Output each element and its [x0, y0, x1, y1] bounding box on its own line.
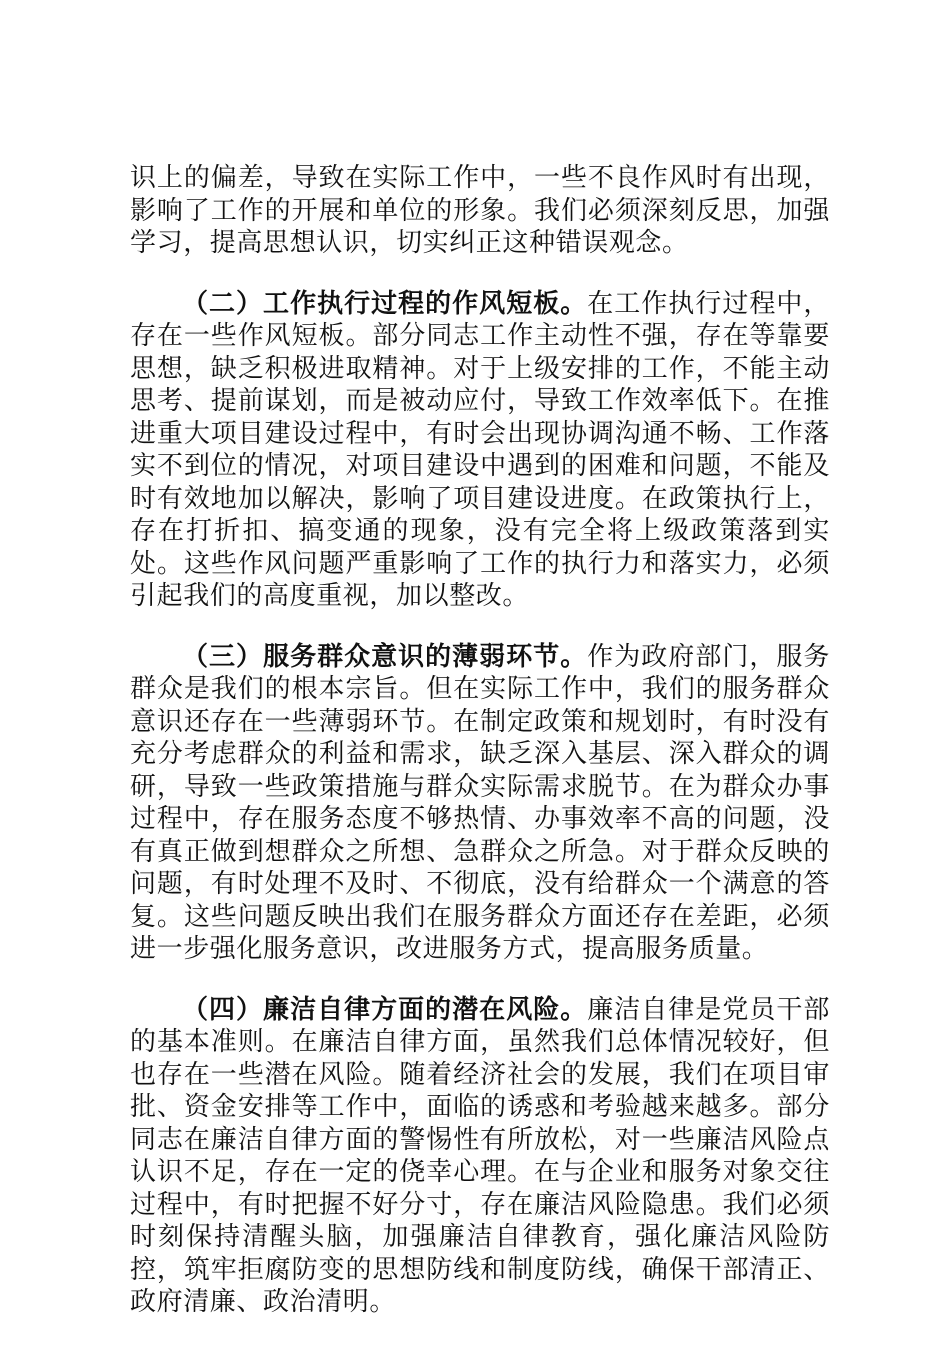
paragraph-section-4: [130, 994, 830, 1319]
section-heading: （四）廉洁自律方面的潜在风险。: [182, 994, 588, 1025]
paragraph-text: 识上的偏差，导致在实际工作中，一些不良作风时有出现，影响了工作的开展和单位的形象。我们必须深刻反思，加强学习，提高思想认识，切实纠正这种错误观念。: [130, 163, 830, 258]
section-heading: （二）工作执行过程的作风短板。: [182, 288, 588, 319]
document-body: [130, 162, 830, 1347]
paragraph-section-2: [130, 288, 830, 613]
paragraph-continuation: [130, 162, 830, 260]
paragraph-text: 作为政府部门，服务群众是我们的根本宗旨。但在实际工作中，我们的服务群众意识还存在一些薄弱环节。在制定政策和规划时，有时没有充分考虑群众的利益和需求，缺乏深入基层、深入群众的调研，导致一些政策措施与群众实际需求脱节。在为群众办事过程中，存在服务态度不够热情、办事效率不高的问题，没有真正做到想群众之所想、急群众之所急。对于群众反映的问题，有时处理不及时、不彻底，没有给群众一个满意的答复。这些问题反映出我们在服务群众方面还存在差距，必须进一步强化服务意识，改进服务方式，提高服务质量。: [130, 641, 830, 964]
section-heading: （三）服务群众意识的薄弱环节。: [182, 641, 588, 672]
paragraph-text: 廉洁自律是党员干部的基本准则。在廉洁自律方面，虽然我们总体情况较好，但也存在一些潜在风险。随着经济社会的发展，我们在项目审批、资金安排等工作中，面临的诱惑和考验越来越多。部分同志在廉洁自律方面的警惕性有所放松，对一些廉洁风险点认识不足，存在一定的侥幸心理。在与企业和服务对象交往过程中，有时把握不好分寸，存在廉洁风险隐患。我们必须时刻保持清醒头脑，加强廉洁自律教育，强化廉洁风险防控，筑牢拒腐防变的思想防线和制度防线，确保干部清正、政府清廉、政治清明。: [130, 994, 830, 1317]
paragraph-text: 在工作执行过程中，存在一些作风短板。部分同志工作主动性不强，存在等靠要思想，缺乏积极进取精神。对于上级安排的工作，不能主动思考、提前谋划，而是被动应付，导致工作效率低下。在推进重大项目建设过程中，有时会出现协调沟通不畅、工作落实不到位的情况，对项目建设中遇到的困难和问题，不能及时有效地加以解决，影响了项目建设进度。在政策执行上，存在打折扣、搞变通的现象，没有完全将上级政策落到实处。这些作风问题严重影响了工作的执行力和落实力，必须引起我们的高度重视，加以整改。: [130, 288, 830, 611]
paragraph-section-3: [130, 641, 830, 966]
